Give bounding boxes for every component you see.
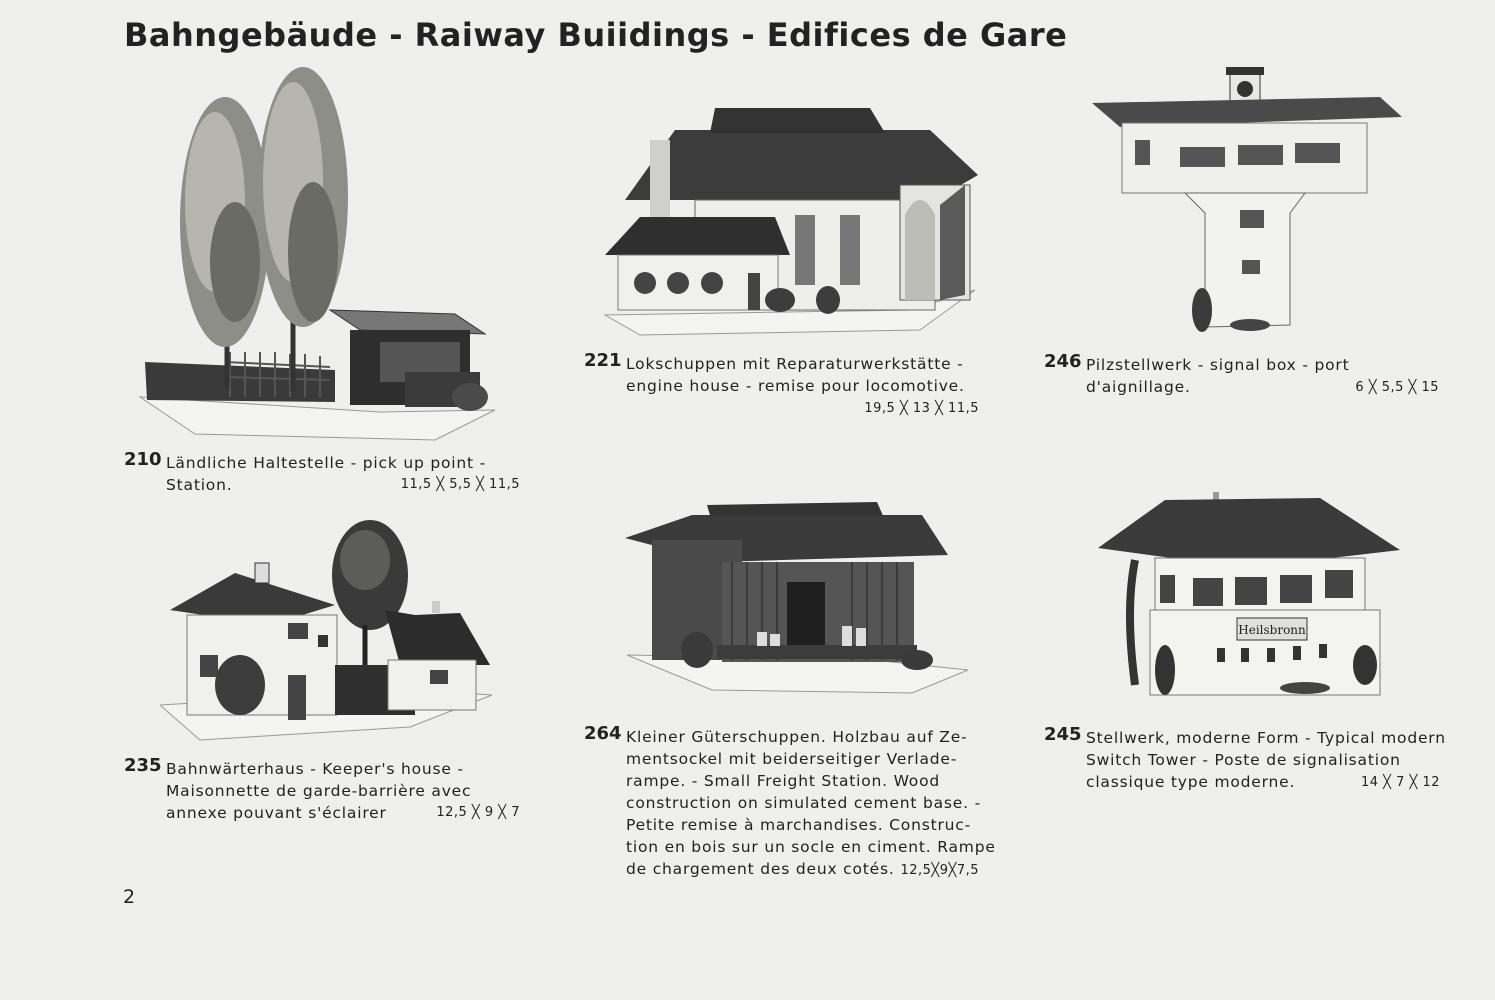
item-dimensions: 11,5 ╳ 5,5 ╳ 11,5 — [400, 477, 520, 492]
item-number: 245 — [1044, 724, 1082, 745]
item-number: 235 — [124, 755, 162, 776]
product-photo-235 — [160, 515, 495, 745]
item-description: Bahnwärterhaus - Keeper's house - Maisonnette de garde-barrière avec annexe pouvant s'éclairer — [166, 760, 472, 822]
item-caption — [1044, 351, 1439, 398]
item-caption — [124, 755, 520, 824]
product-photo-210 — [135, 62, 500, 447]
product-photo-245 — [1095, 490, 1405, 705]
item-description: Kleiner Güterschuppen. Holzbau auf Ze- mentsockel mit beiderseitiger Verlade- rampe. - Small Freight Station. Wood construction on simulated cement base. - Petite remise à marchandises. Construc- tion en bois sur un socle en ciment. Rampe de chargement des deux cotés. — [626, 728, 996, 878]
item-number: 264 — [584, 723, 622, 744]
item-dimensions: 12,5╳9╳7,5 — [900, 863, 979, 878]
item-number: 246 — [1044, 351, 1082, 372]
item-number: 221 — [584, 350, 622, 371]
item-dimensions: 19,5 ╳ 13 ╳ 11,5 — [864, 401, 979, 416]
product-photo-221 — [600, 105, 985, 340]
item-description: Ländliche Haltestelle - pick up point - Station. — [166, 454, 486, 494]
item-caption — [584, 723, 996, 881]
item-dimensions: 14 ╳ 7 ╳ 12 — [1360, 775, 1440, 790]
page-number: 2 — [123, 886, 136, 908]
item-description: Pilzstellwerk - signal box - port d'aignillage. — [1086, 356, 1350, 396]
item-dimensions: 12,5 ╳ 9 ╳ 7 — [436, 805, 520, 820]
item-description: Stellwerk, moderne Form - Typical modern Switch Tower - Poste de signalisation classique type moderne. — [1086, 729, 1446, 791]
item-dimensions: 6 ╳ 5,5 ╳ 15 — [1355, 380, 1439, 395]
product-photo-264 — [622, 500, 972, 700]
sign-text: Heilsbronn — [1238, 623, 1306, 637]
item-caption — [1044, 724, 1446, 793]
item-caption — [124, 449, 520, 500]
product-photo-246 — [1090, 65, 1405, 340]
page-title: Bahngebäude - Raiway Buiidings - Edifices de Gare — [124, 16, 1068, 54]
item-caption — [584, 350, 979, 419]
item-number: 210 — [124, 449, 162, 470]
item-description: Lokschuppen mit Reparaturwerkstätte - engine house - remise pour locomotive. — [626, 355, 965, 395]
